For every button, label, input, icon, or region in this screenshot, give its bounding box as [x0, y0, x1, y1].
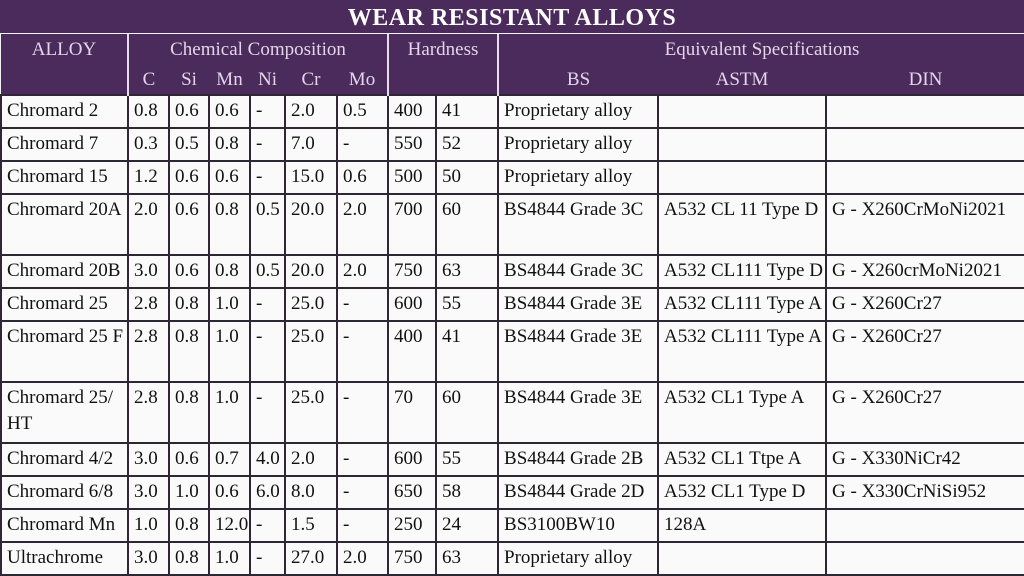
cell-alloy: Chromard Mn: [1, 509, 128, 542]
cell-alloy: Chromard 25 F: [1, 321, 128, 382]
cell-mn: 1.0: [209, 321, 250, 382]
cell-c: 2.8: [128, 382, 169, 443]
cell-astm: A532 CL1 Type D: [658, 476, 826, 509]
cell-astm: A532 CL1 Type A: [658, 382, 826, 443]
cell-hardness-1: 750: [388, 255, 436, 288]
cell-si: 0.8: [169, 542, 209, 575]
table-row: [1, 321, 1024, 382]
cell-din: [826, 509, 1024, 542]
col-chemical-header: Chemical Composition: [128, 34, 388, 68]
cell-cr: 25.0: [285, 288, 337, 321]
cell-bs: BS3100BW10: [498, 509, 658, 542]
col-equivalent-header: Equivalent Specifications: [498, 34, 1024, 68]
cell-astm: [658, 95, 826, 128]
cell-hardness-1: 650: [388, 476, 436, 509]
cell-din: G - X260Cr27: [826, 321, 1024, 382]
cell-ni: -: [250, 382, 285, 443]
cell-ni: -: [250, 509, 285, 542]
cell-si: 0.8: [169, 288, 209, 321]
cell-hardness-2: 58: [436, 476, 498, 509]
cell-hardness-2: 63: [436, 255, 498, 288]
cell-hardness-2: 55: [436, 443, 498, 476]
table-row: [1, 288, 1024, 321]
table-row: [1, 382, 1024, 443]
col-bs-header: BS: [498, 68, 658, 95]
cell-cr: 2.0: [285, 443, 337, 476]
cell-alloy: Chromard 25: [1, 288, 128, 321]
cell-alloy: Chromard 4/2: [1, 443, 128, 476]
cell-din: G - X260crMoNi2021: [826, 255, 1024, 288]
page-title: WEAR RESISTANT ALLOYS: [347, 5, 677, 31]
cell-hardness-1: 400: [388, 321, 436, 382]
table-row: [1, 542, 1024, 575]
cell-bs: Proprietary alloy: [498, 161, 658, 194]
cell-alloy: Chromard 20B: [1, 255, 128, 288]
cell-si: 0.6: [169, 443, 209, 476]
cell-bs: BS4844 Grade 3C: [498, 255, 658, 288]
cell-bs: Proprietary alloy: [498, 95, 658, 128]
cell-mn: 12.0: [209, 509, 250, 542]
cell-cr: 27.0: [285, 542, 337, 575]
cell-hardness-1: 70: [388, 382, 436, 443]
cell-hardness-2: 52: [436, 128, 498, 161]
cell-si: 0.6: [169, 194, 209, 255]
cell-c: 2.8: [128, 288, 169, 321]
cell-si: 0.8: [169, 321, 209, 382]
cell-hardness-1: 600: [388, 443, 436, 476]
cell-astm: A532 CL111 Type D: [658, 255, 826, 288]
cell-mn: 1.0: [209, 288, 250, 321]
cell-alloy: Ultrachrome: [1, 542, 128, 575]
cell-cr: 7.0: [285, 128, 337, 161]
cell-c: 3.0: [128, 476, 169, 509]
cell-hardness-1: 250: [388, 509, 436, 542]
cell-hardness-1: 750: [388, 542, 436, 575]
cell-cr: 2.0: [285, 95, 337, 128]
cell-c: 3.0: [128, 542, 169, 575]
table-row: [1, 509, 1024, 542]
cell-din: G - X330CrNiSi952: [826, 476, 1024, 509]
cell-mo: 2.0: [337, 542, 388, 575]
cell-din: [826, 95, 1024, 128]
table-row: [1, 161, 1024, 194]
cell-bs: Proprietary alloy: [498, 128, 658, 161]
col-si-header: Si: [169, 68, 209, 95]
cell-astm: A532 CL1 Ttpe A: [658, 443, 826, 476]
cell-bs: Proprietary alloy: [498, 542, 658, 575]
cell-din: G - X260Cr27: [826, 382, 1024, 443]
table-row: [1, 128, 1024, 161]
col-din-header: DIN: [826, 68, 1024, 95]
cell-si: 0.6: [169, 95, 209, 128]
cell-bs: BS4844 Grade 3E: [498, 382, 658, 443]
cell-hardness-2: 55: [436, 288, 498, 321]
cell-din: [826, 128, 1024, 161]
cell-mo: -: [337, 509, 388, 542]
cell-si: 0.6: [169, 161, 209, 194]
cell-bs: BS4844 Grade 3E: [498, 288, 658, 321]
cell-ni: -: [250, 288, 285, 321]
cell-si: 0.6: [169, 255, 209, 288]
cell-ni: -: [250, 95, 285, 128]
cell-c: 1.2: [128, 161, 169, 194]
cell-astm: 128A: [658, 509, 826, 542]
cell-cr: 20.0: [285, 194, 337, 255]
cell-hardness-2: 60: [436, 194, 498, 255]
cell-mn: 0.7: [209, 443, 250, 476]
cell-mo: 0.6: [337, 161, 388, 194]
cell-hardness-1: 400: [388, 95, 436, 128]
cell-mn: 0.8: [209, 255, 250, 288]
col-cr-header: Cr: [285, 68, 337, 95]
cell-mo: 2.0: [337, 255, 388, 288]
cell-alloy: Chromard 2: [1, 95, 128, 128]
cell-hardness-2: 60: [436, 382, 498, 443]
table-row: [1, 255, 1024, 288]
col-c-header: C: [128, 68, 169, 95]
cell-astm: [658, 161, 826, 194]
cell-astm: A532 CL 11 Type D: [658, 194, 826, 255]
cell-din: G - X260CrMoNi2021: [826, 194, 1024, 255]
cell-hardness-1: 500: [388, 161, 436, 194]
cell-mn: 1.0: [209, 382, 250, 443]
cell-hardness-1: 550: [388, 128, 436, 161]
cell-hardness-2: 63: [436, 542, 498, 575]
cell-si: 1.0: [169, 476, 209, 509]
cell-hardness-2: 41: [436, 321, 498, 382]
cell-mn: 0.8: [209, 194, 250, 255]
cell-mn: 0.6: [209, 161, 250, 194]
cell-mn: 0.6: [209, 95, 250, 128]
cell-c: 1.0: [128, 509, 169, 542]
cell-cr: 1.5: [285, 509, 337, 542]
cell-bs: BS4844 Grade 3C: [498, 194, 658, 255]
cell-si: 0.8: [169, 382, 209, 443]
cell-hardness-1: 700: [388, 194, 436, 255]
cell-ni: -: [250, 161, 285, 194]
cell-alloy: Chromard 25/ HT: [1, 382, 128, 443]
cell-c: 0.8: [128, 95, 169, 128]
cell-mo: -: [337, 288, 388, 321]
cell-mo: -: [337, 321, 388, 382]
cell-ni: 0.5: [250, 194, 285, 255]
cell-c: 3.0: [128, 443, 169, 476]
cell-mn: 1.0: [209, 542, 250, 575]
cell-mo: -: [337, 128, 388, 161]
cell-astm: [658, 128, 826, 161]
col-mo-header: Mo: [337, 68, 388, 95]
table-row: [1, 194, 1024, 255]
cell-mo: -: [337, 443, 388, 476]
cell-hardness-2: 41: [436, 95, 498, 128]
cell-c: 0.3: [128, 128, 169, 161]
cell-din: G - X260Cr27: [826, 288, 1024, 321]
cell-ni: -: [250, 321, 285, 382]
cell-ni: 6.0: [250, 476, 285, 509]
cell-si: 0.8: [169, 509, 209, 542]
cell-ni: -: [250, 542, 285, 575]
col-alloy-header: ALLOY: [1, 34, 128, 95]
cell-mo: 0.5: [337, 95, 388, 128]
cell-astm: A532 CL111 Type A: [658, 288, 826, 321]
table-row: [1, 443, 1024, 476]
cell-ni: 4.0: [250, 443, 285, 476]
col-astm-header: ASTM: [658, 68, 826, 95]
cell-ni: 0.5: [250, 255, 285, 288]
cell-ni: -: [250, 128, 285, 161]
col-hardness-header: Hardness: [388, 34, 498, 95]
cell-si: 0.5: [169, 128, 209, 161]
cell-mo: 2.0: [337, 194, 388, 255]
cell-hardness-1: 600: [388, 288, 436, 321]
title-bar: [0, 0, 1024, 35]
cell-c: 2.8: [128, 321, 169, 382]
cell-c: 3.0: [128, 255, 169, 288]
cell-hardness-2: 24: [436, 509, 498, 542]
cell-hardness-2: 50: [436, 161, 498, 194]
cell-mn: 0.8: [209, 128, 250, 161]
table-row: [1, 95, 1024, 128]
cell-bs: BS4844 Grade 2B: [498, 443, 658, 476]
cell-mo: -: [337, 476, 388, 509]
alloys-table: [0, 34, 1024, 576]
cell-astm: A532 CL111 Type A: [658, 321, 826, 382]
cell-din: [826, 542, 1024, 575]
cell-c: 2.0: [128, 194, 169, 255]
cell-alloy: Chromard 6/8: [1, 476, 128, 509]
col-ni-header: Ni: [250, 68, 285, 95]
cell-mo: -: [337, 382, 388, 443]
cell-cr: 25.0: [285, 382, 337, 443]
cell-din: [826, 161, 1024, 194]
cell-cr: 8.0: [285, 476, 337, 509]
col-mn-header: Mn: [209, 68, 250, 95]
cell-bs: BS4844 Grade 2D: [498, 476, 658, 509]
cell-cr: 25.0: [285, 321, 337, 382]
cell-cr: 20.0: [285, 255, 337, 288]
cell-alloy: Chromard 15: [1, 161, 128, 194]
cell-alloy: Chromard 7: [1, 128, 128, 161]
table-row: [1, 476, 1024, 509]
cell-bs: BS4844 Grade 3E: [498, 321, 658, 382]
cell-cr: 15.0: [285, 161, 337, 194]
cell-mn: 0.6: [209, 476, 250, 509]
cell-astm: [658, 542, 826, 575]
cell-din: G - X330NiCr42: [826, 443, 1024, 476]
cell-alloy: Chromard 20A: [1, 194, 128, 255]
